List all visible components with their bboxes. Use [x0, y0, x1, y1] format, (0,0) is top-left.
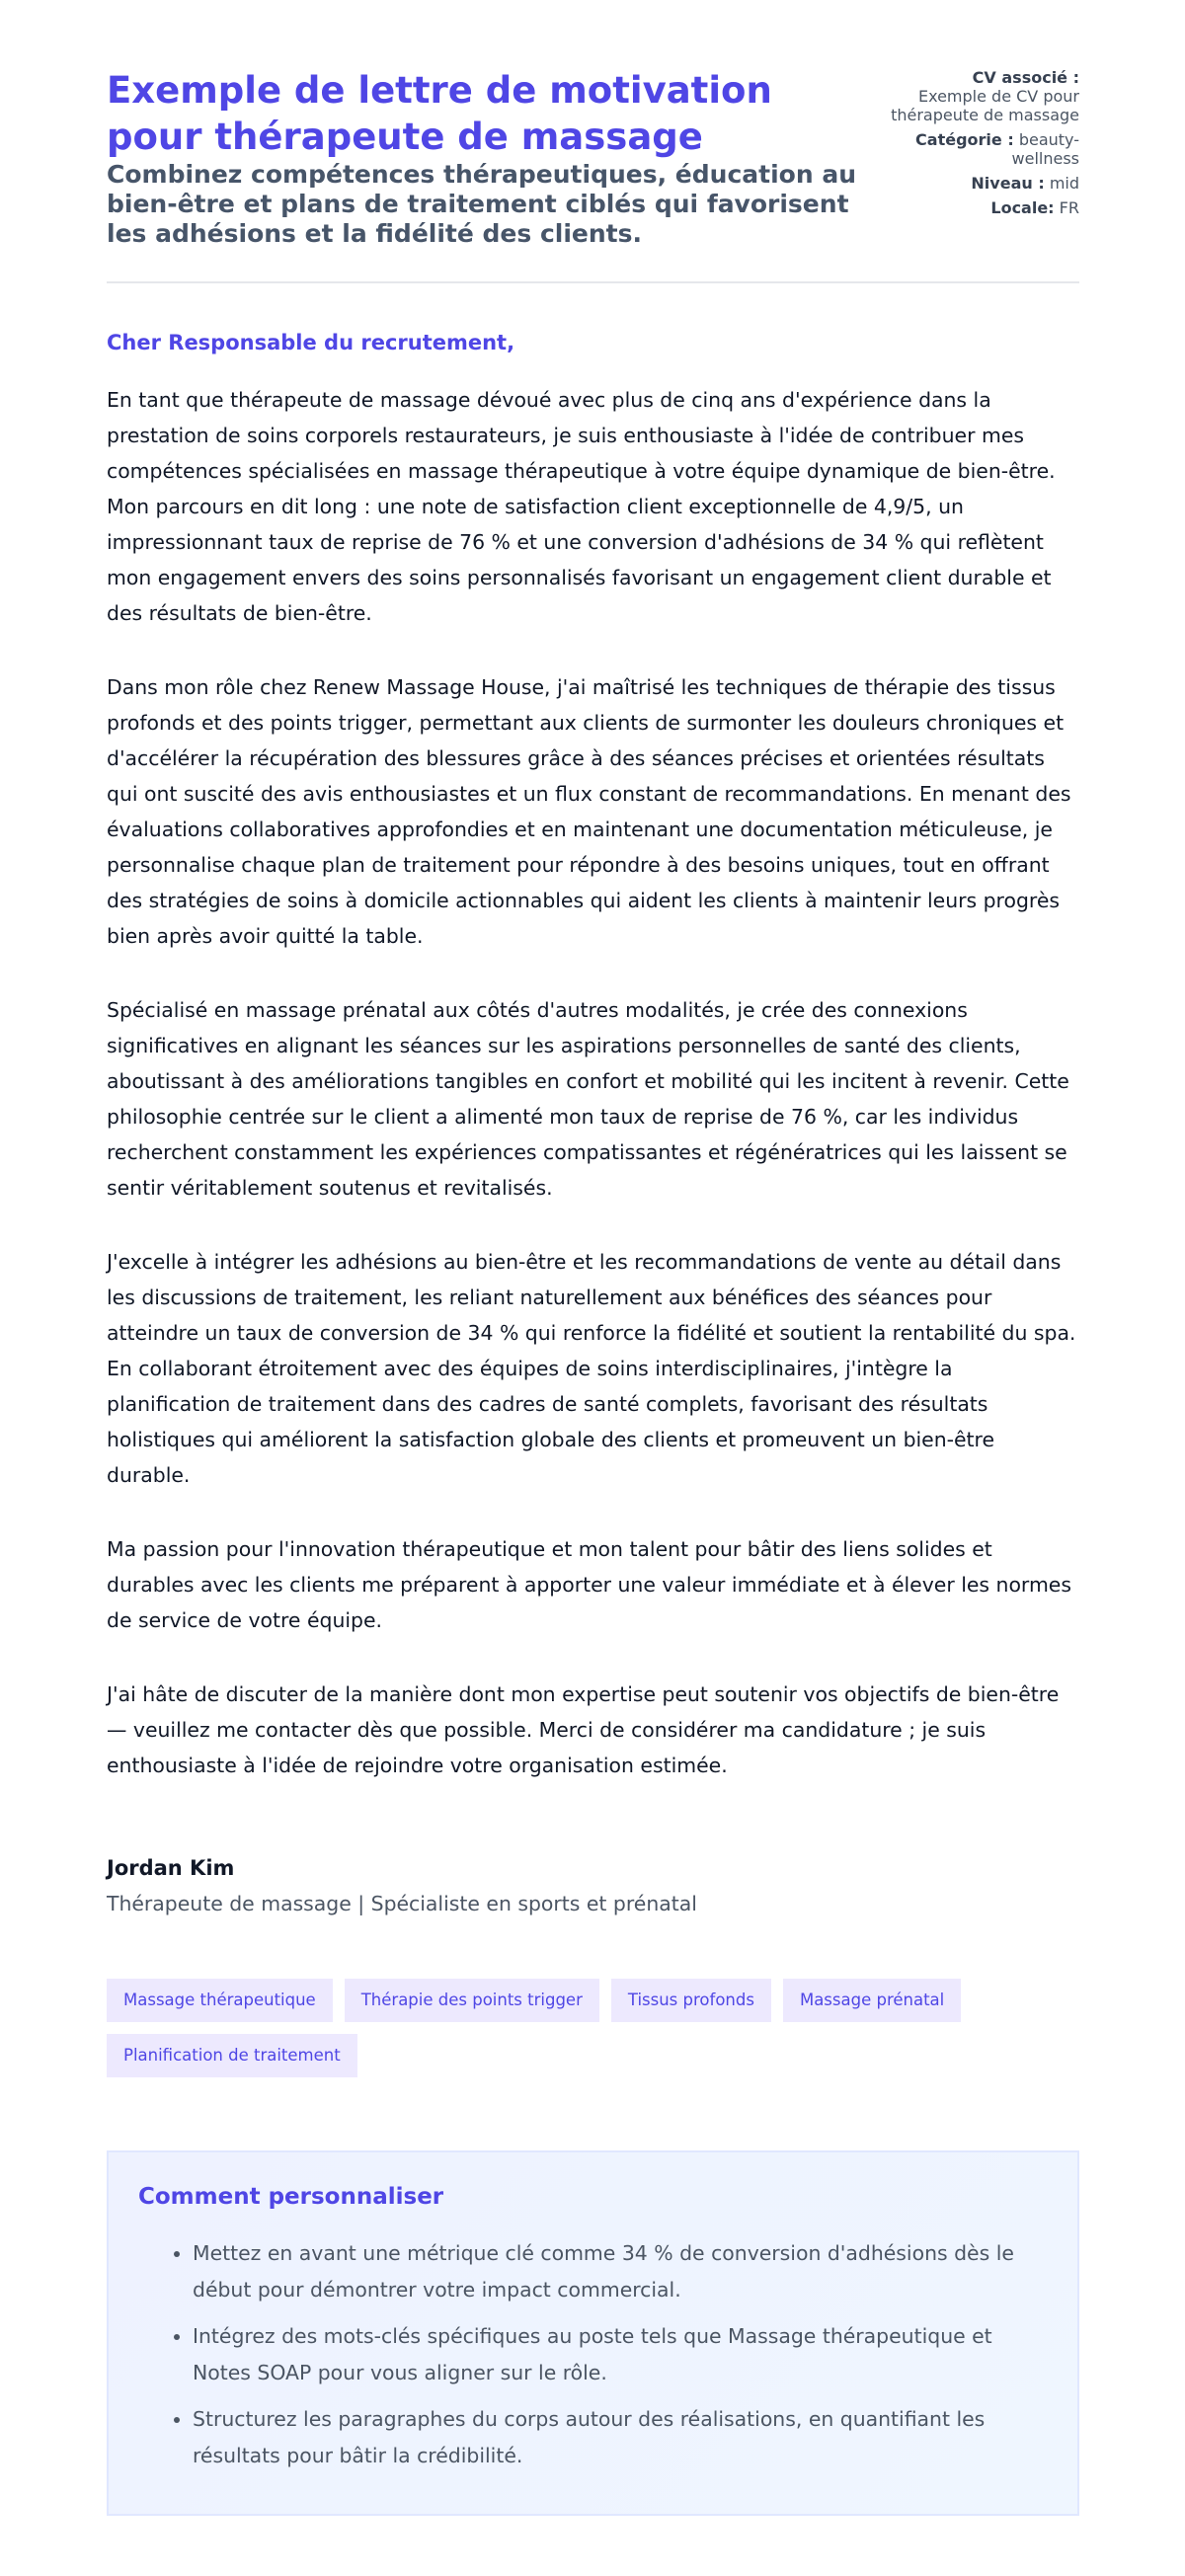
- meta-cv: CV associé : Exemple de CV pour thérapeute de massage: [891, 68, 1079, 124]
- tip-item: • Structurez les paragraphes du corps autour des réalisations, en quantifiant les résultats pour bâtir la crédibilité.: [193, 2401, 1048, 2474]
- skill-tag: Planification de traitement: [107, 2034, 357, 2077]
- page-subtitle: Combinez compétences thérapeutiques, éducation au bien-être et plans de traitement ciblés qui favorisent les adhésions et la fidélité des clients.: [107, 160, 857, 248]
- meta-category: Catégorie : beauty-wellness: [915, 130, 1079, 168]
- customization-tips-box: [107, 2150, 1079, 2516]
- letter-paragraph: J'excelle à intégrer les adhésions au bien-être et les recommandations de vente au détail dans les discussions de traitement, les reliant naturellement aux bénéfices des séances pour atteindre un taux de conversion de 34 % qui renforce la fidélité et soutient la rentabilité du spa. En collaborant étroitement avec des équipes de soins interdisciplinaires, j'intègre la planification de traitement dans des cadres de santé complets, favorisant des résultats holistiques qui améliorent la satisfaction globale des clients et promeuvent un bien-être durable.: [107, 1250, 1076, 1487]
- signature-name: Jordan Kim: [107, 1856, 235, 1880]
- tips-list: [138, 2235, 1048, 2474]
- meta-cv-value: Exemple de CV pour thérapeute de massage: [891, 87, 1079, 124]
- letter-paragraph: Dans mon rôle chez Renew Massage House, j'ai maîtrisé les techniques de thérapie des tissus profonds et des points trigger, permettant aux clients de surmonter les douleurs chroniques et d'accélérer la récupération des blessures grâce à des séances précises et orientées résultats qui ont suscité des avis enthousiastes et un flux constant de recommandations. En menant des évaluations collaboratives approfondies et en maintenant une documentation méticuleuse, je personnalise chaque plan de traitement pour répondre à des besoins uniques, tout en offrant des stratégies de soins à domicile actionnables qui aident les clients à maintenir leurs progrès bien après avoir quitté la table.: [107, 675, 1071, 948]
- letter-paragraph: En tant que thérapeute de massage dévoué avec plus de cinq ans d'expérience dans la prestation de soins corporels restaurateurs, je suis enthousiaste à l'idée de contribuer mes compétences spécialisées en massage thérapeutique à votre équipe dynamique de bien-être. Mon parcours en dit long : une note de satisfaction client exceptionnelle de 4,9/5, un impressionnant taux de reprise de 76 % et une conversion d'adhésions de 34 % qui reflètent mon engagement envers des soins personnalisés favorisant un engagement client durable et des résultats de bien-être.: [107, 388, 1056, 625]
- tip-item: • Mettez en avant une métrique clé comme 34 % de conversion d'adhésions dès le début pour démontrer votre impact commercial.: [193, 2235, 1048, 2308]
- skill-tag: Thérapie des points trigger: [345, 1979, 599, 2022]
- letter-paragraph: J'ai hâte de discuter de la manière dont mon expertise peut soutenir vos objectifs de bien-être — veuillez me contacter dès que possible. Merci de considérer ma candidature ; je suis enthousiaste à l'idée de rejoindre votre organisation estimée.: [107, 1682, 1060, 1777]
- meta-locale: Locale: FR: [990, 198, 1079, 217]
- skill-tag: Massage thérapeutique: [107, 1979, 333, 2022]
- divider: [107, 281, 1079, 283]
- header-main: [107, 67, 857, 249]
- meta-panel: [882, 67, 1079, 223]
- letter-paragraph: Spécialisé en massage prénatal aux côtés d'autres modalités, je crée des connexions significatives en alignant les séances sur les aspirations personnelles de santé des clients, aboutissant à des améliorations tangibles en confort et mobilité qui les incitent à revenir. Cette philosophie centrée sur le client a alimenté mon taux de reprise de 76 %, car les individus recherchent constamment les expériences compatissantes et régénératrices qui les laissent se sentir véritablement soutenus et revitalisés.: [107, 998, 1069, 1200]
- letter-greeting: Cher Responsable du recrutement,: [107, 331, 515, 354]
- meta-level: Niveau : mid: [971, 174, 1079, 193]
- page-title: Exemple de lettre de motivation pour thérapeute de massage: [107, 69, 772, 158]
- skill-tag: Massage prénatal: [783, 1979, 961, 2022]
- page-header: [107, 67, 1079, 249]
- tips-title: Comment personnaliser: [138, 2184, 444, 2210]
- tip-item: • Intégrez des mots-clés spécifiques au poste tels que Massage thérapeutique et Notes SOAP pour vous aligner sur le rôle.: [193, 2318, 1048, 2391]
- skill-tags: [107, 1979, 1084, 2077]
- signature-title: Thérapeute de massage | Spécialiste en sports et prénatal: [107, 1892, 697, 1915]
- letter-paragraph: Ma passion pour l'innovation thérapeutique et mon talent pour bâtir des liens solides et durables avec les clients me préparent à apporter une valeur immédiate et à élever les normes de service de votre équipe.: [107, 1537, 1071, 1632]
- skill-tag: Tissus profonds: [611, 1979, 771, 2022]
